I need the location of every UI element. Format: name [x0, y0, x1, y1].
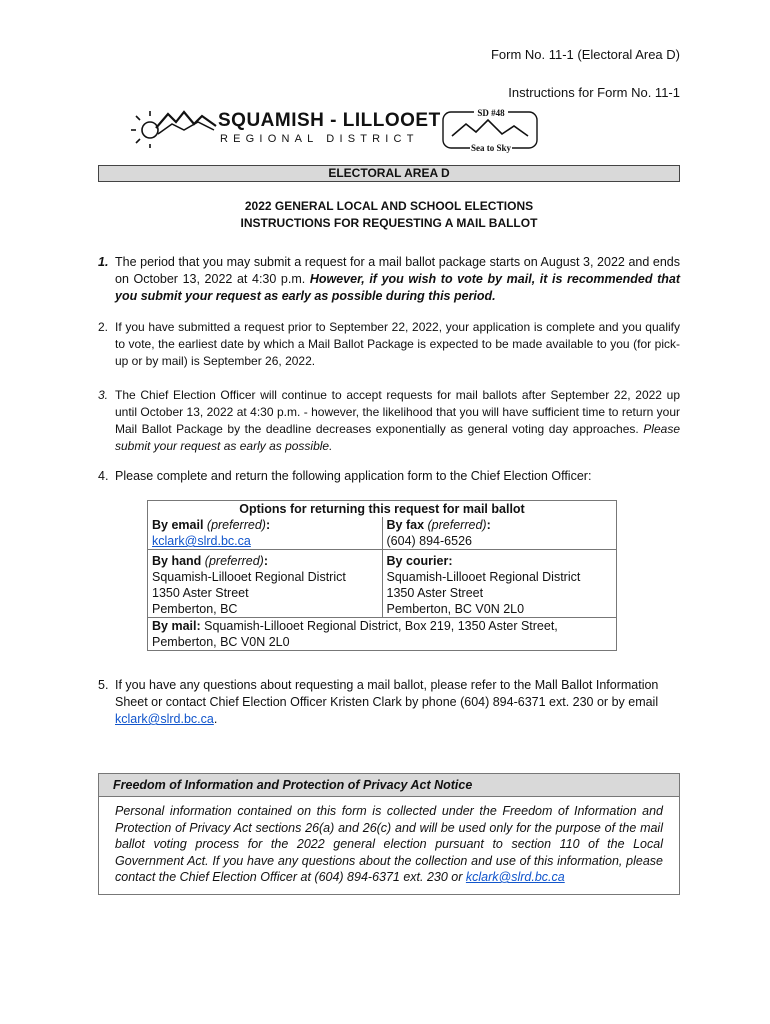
item-number: 4.	[98, 469, 109, 483]
instruction-item-4	[98, 468, 680, 485]
privacy-notice-heading: Freedom of Information and Protection of Privacy Act Notice	[99, 774, 679, 797]
option-hand-line: Pemberton, BC	[152, 602, 238, 616]
option-fax-value: (604) 894-6526	[386, 534, 472, 548]
sd48-number: SD #48	[477, 108, 505, 118]
item-text: Please complete and return the following application form to the Chief Election Officer:	[115, 469, 592, 483]
instruction-item-2	[98, 319, 680, 370]
options-caption: Options for returning this request for mail ballot	[148, 501, 617, 518]
privacy-notice-text: Personal information contained on this form is collected under the Freedom of Information and Protection of Privacy Act sections 26(a) and 26(c) and will be used only for the purpose of the mail ballot voting process for the 2022 general election pursuant to section 110 of the Local Government Act. If you have any questions about the collection and use of this information, please contact the Chief Election Officer at (604) 894-6371 ext. 230 or	[115, 804, 663, 884]
return-options-table	[147, 500, 617, 651]
document-title-line1: 2022 GENERAL LOCAL AND SCHOOL ELECTIONS	[244, 199, 534, 213]
item-text: If you have any questions about requesting a mail ballot, please refer to the Mall Ballot Information Sheet or contact Chief Election Officer Kristen Clark by phone (604) 894-6371 ext. 230 or by email	[115, 678, 659, 709]
item-number: 5.	[98, 678, 109, 692]
option-courier-label: By courier:	[386, 554, 453, 568]
privacy-email-link[interactable]: kclark@slrd.bc.ca	[465, 870, 565, 884]
item-number: 3.	[98, 388, 109, 402]
option-fax-label: By fax	[386, 518, 425, 532]
item-text-end: .	[213, 712, 218, 726]
option-email-link[interactable]: kclark@slrd.bc.ca	[152, 534, 251, 548]
item-number: 1.	[98, 255, 109, 269]
item-emphasis: However, if you wish to vote by mail, it is recommended that you submit your request as early as possible during this period.	[115, 272, 680, 303]
option-fax-pref: (preferred)	[427, 518, 487, 532]
option-hand-pref: (preferred)	[204, 554, 264, 568]
instruction-item-1	[98, 254, 680, 305]
slrd-logo-name: SQUAMISH - LILLOOET	[218, 110, 441, 131]
item-text: If you have submitted a request prior to September 22, 2022, your application is complete and you qualify to vote, the earliest date by which a Mail Ballot Package is expected to be made available to you (for pick-up or by mail) is September 26, 2022.	[115, 320, 680, 368]
slrd-logo-subtitle: REGIONAL DISTRICT	[220, 133, 419, 145]
item-emphasis: Please submit your request as early as possible.	[115, 422, 680, 453]
option-courier-line: Squamish-Lillooet Regional District	[386, 570, 581, 584]
sd48-tagline: Sea to Sky	[470, 143, 512, 153]
document-title-line2: INSTRUCTIONS FOR REQUESTING A MAIL BALLOT	[240, 216, 538, 230]
option-mail-label: By mail:	[152, 619, 201, 633]
item-text: The Chief Election Officer will continue to accept requests for mail ballots after September 22, 2022 up until October 13, 2022 at 4:30 p.m. - however, the likelihood that you will have sufficient time to return your Mail Ballot Package by the deadline decreases exponentially as general voting day approaches.	[115, 388, 680, 436]
form-number: Form No. 11-1 (Electoral Area D)	[490, 47, 680, 62]
instruction-item-5	[98, 677, 680, 728]
instruction-item-3	[98, 387, 680, 455]
option-email-label: By email	[152, 518, 204, 532]
option-fax: By fax (preferred): (604) 894-6526	[382, 517, 617, 550]
privacy-notice-box	[98, 773, 680, 895]
option-email: By email (preferred): kclark@slrd.bc.ca	[148, 517, 383, 550]
option-courier-line: Pemberton, BC V0N 2L0	[386, 602, 525, 616]
option-hand-label: By hand	[152, 554, 202, 568]
option-hand-line: Squamish-Lillooet Regional District	[152, 570, 346, 584]
option-hand-line: 1350 Aster Street	[152, 586, 249, 600]
option-hand: By hand (preferred): Squamish-Lillooet Regional District 1350 Aster Street Pemberton, BC	[148, 550, 383, 618]
instructions-title: Instructions for Form No. 11-1	[508, 85, 680, 100]
option-email-pref: (preferred)	[206, 518, 266, 532]
option-mail-text: Squamish-Lillooet Regional District, Box 219, 1350 Aster Street, Pemberton, BC V0N 2L0	[152, 619, 558, 649]
option-mail	[148, 618, 617, 651]
sd48-logo-icon	[440, 106, 540, 154]
electoral-area-banner: ELECTORAL AREA D	[98, 165, 680, 182]
privacy-notice-body	[99, 797, 679, 894]
item-text: The period that you may submit a request for a mail ballot package starts on August 3, 2022 and ends on October 13, 2022 at 4:30 p.m.	[115, 255, 680, 286]
option-courier	[382, 550, 617, 618]
option-courier-line: 1350 Aster Street	[386, 586, 484, 600]
item-number: 2.	[98, 320, 109, 334]
contact-email-link[interactable]: kclark@slrd.bc.ca	[115, 712, 214, 726]
